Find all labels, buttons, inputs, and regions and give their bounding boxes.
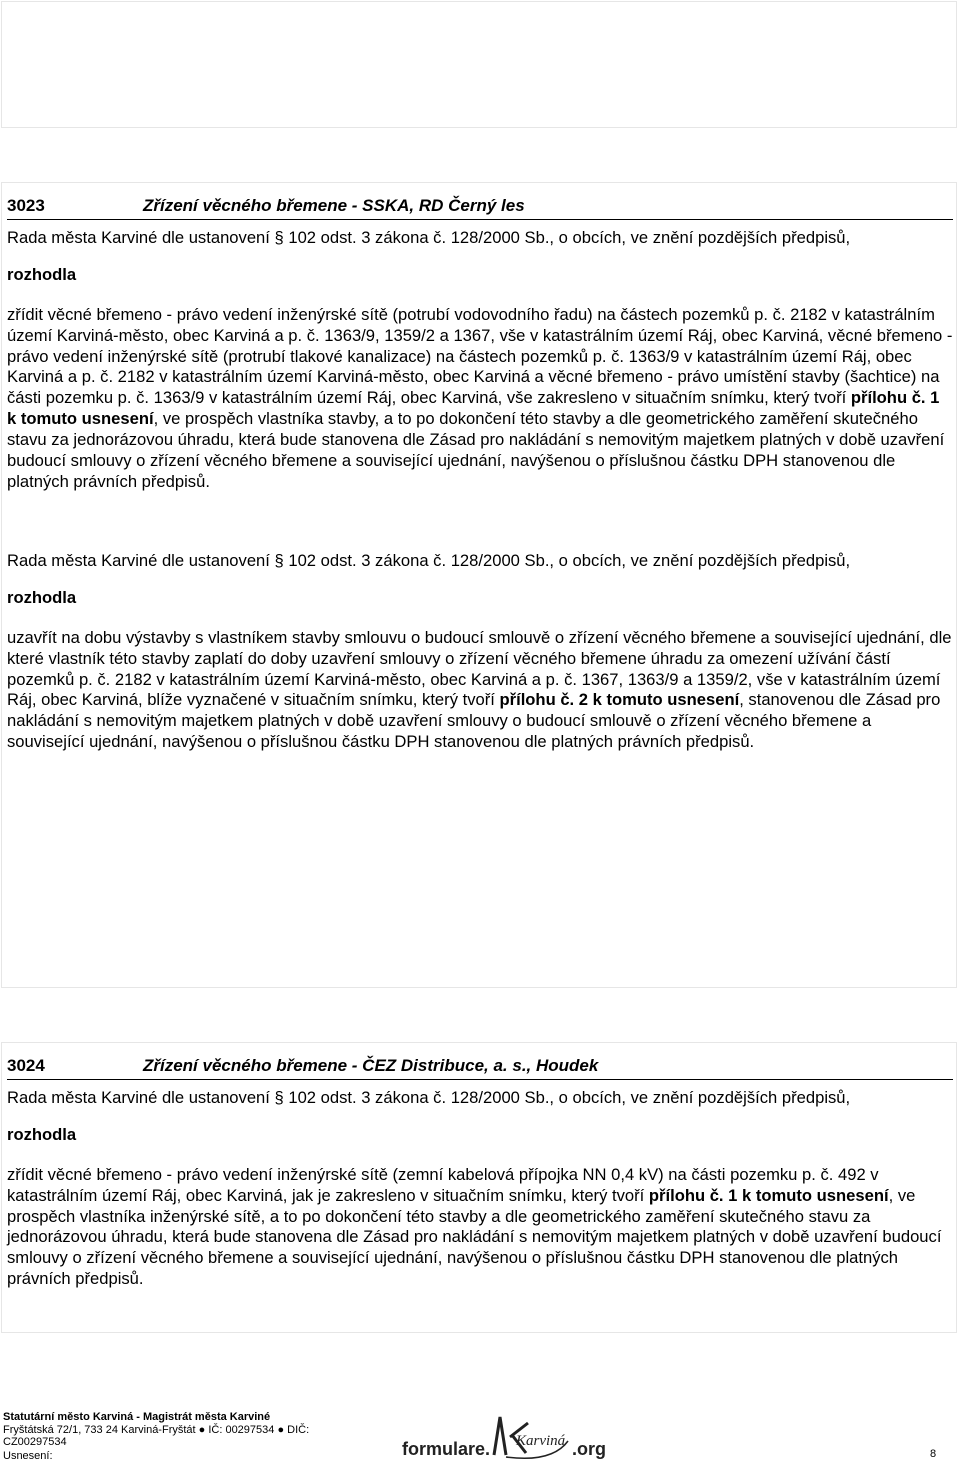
item-heading — [7, 196, 953, 220]
empty-top-box — [1, 1, 957, 128]
rozhodla-label: rozhodla — [7, 587, 77, 607]
footer-usneseni-label: Usnesení: — [3, 1450, 53, 1462]
item-3024 — [7, 1056, 953, 1290]
item-title: Zřízení věcného břemene - ČEZ Distribuce, a. s., Houdek — [143, 1056, 599, 1075]
rozhodla-label: rozhodla — [7, 1124, 77, 1144]
resolution-paragraph — [7, 305, 953, 493]
rozhodla-label: rozhodla — [7, 264, 77, 284]
item-heading — [7, 1056, 953, 1080]
resolution-text: , stanovenou dle Zásad pro nakládání s nemovitým majetkem platných v době uzavření smlouvy o budoucí smlouvě o zřízení věcného břemene a související ujednání, navýšenou o příslušnou částku DPH stanovenou dle platných právních předpisů. — [7, 690, 941, 752]
svg-text:.org: .org — [572, 1439, 606, 1459]
svg-text:formulare.: formulare. — [402, 1439, 491, 1459]
resolution-text: , ve prospěch vlastníka inženýrské sítě, a to po dokončení této stavby a dle geometrického zaměření skutečného stavu za jednorázovou úhradu, která bude stanovena dle Zásad pro nakládání s nemovitým majetkem platných v době uzavření budoucí smlouvy o zřízení věcného břemene a související ujednání, navýšenou o příslušnou částku DPH stanovenou dle platných právních předpisů. — [7, 1185, 942, 1289]
intro-paragraph: Rada města Karviné dle ustanovení § 102 odst. 3 zákona č. 128/2000 Sb., o obcích, ve znění pozdějších předpisů, — [7, 227, 851, 247]
attachment-reference: přílohu č. 1 k tomuto usnesení — [7, 388, 940, 429]
footer-address: Fryštátská 72/1, 733 24 Karviná-Fryštát ● IČ: 00297534 ● DIČ: CZ00297534 — [3, 1423, 310, 1448]
intro-paragraph: Rada města Karviné dle ustanovení § 102 odst. 3 zákona č. 128/2000 Sb., o obcích, ve znění pozdějších předpisů, — [7, 1087, 851, 1107]
item-3023 — [7, 196, 953, 753]
formulare-karvina-logo — [402, 1411, 616, 1463]
resolution-paragraph — [7, 628, 953, 753]
item-number: 3024 — [7, 1056, 45, 1075]
item-number: 3023 — [7, 196, 45, 215]
svg-text:Karviná: Karviná — [516, 1433, 566, 1449]
page-number: 8 — [930, 1448, 937, 1460]
resolution-text: uzavřít na dobu výstavby s vlastníkem stavby smlouvu o budoucí smlouvě o zřízení věcného břemene a související ujednání, dle které vlastník této stavby zaplatí do doby uzavření smlouvy o zřízení věcného břemene úhradu za omezení užívání částí pozemků p. č. 2182 v katastrálním území Karviná-město, obec Karviná a p. č. 1367, 1363/9 a 1359/2, vše v katastrálním území Ráj, obec Karviná, blíže vyznačené v situačním snímku, který tvoří — [7, 627, 952, 710]
intro-paragraph: Rada města Karviné dle ustanovení § 102 odst. 3 zákona č. 128/2000 Sb., o obcích, ve znění pozdějších předpisů, — [7, 550, 851, 570]
resolution-text: zřídit věcné břemeno - právo vedení inženýrské sítě (zemní kabelová přípojka NN 0,4 kV) na části pozemku p. č. 492 v katastrálním území Ráj, obec Karviná, jak je zakresleno v situačním snímku, který tvoří — [7, 1164, 879, 1205]
resolution-text: , ve prospěch vlastníka stavby, a to po dokončení této stavby a dle geometrického zaměření skutečného stavu za jednorázovou úhradu, která bude stanovena dle Zásad pro nakládání s nemovitým majetkem platných v době uzavření budoucí smlouvy o zřízení věcného břemene a související ujednání, navýšenou o příslušnou částku DPH stanovenou dle platných právních předpisů. — [7, 409, 945, 491]
page-footer — [0, 1411, 960, 1464]
resolution-text: zřídit věcné břemeno - právo vedení inženýrské sítě (potrubí vodovodního řadu) na částech pozemků p. č. 2182 v katastrálním území Karviná-město, obec Karviná a p. č. 1363/9, 1359/2 a 1367, vše v katastrálním území Ráj, obec Karviná, věcné břemeno - právo vedení inženýrské sítě (protrubí tlakové kanalizace) na částech pozemků p. č. 1363/9 v katastrálním území Ráj, obec Karviná a p. č. 2182 v katastrálním území Karviná-město, obec Karviná a věcné břemeno - právo umístění stavby (šachtice) na části pozemku p. č. 1363/9 v katastrálním území Ráj, obec Karviná, vše zakresleno v situačním snímku, který tvoří — [7, 304, 953, 408]
item-title: Zřízení věcného břemene - SSKA, RD Černý les — [143, 196, 525, 215]
attachment-reference: přílohu č. 2 k tomuto usnesení — [499, 690, 740, 710]
attachment-reference: přílohu č. 1 k tomuto usnesení — [648, 1185, 889, 1205]
resolution-paragraph — [7, 1165, 953, 1290]
footer-organization: Statutární město Karviná - Magistrát města Karviné — [3, 1411, 271, 1423]
